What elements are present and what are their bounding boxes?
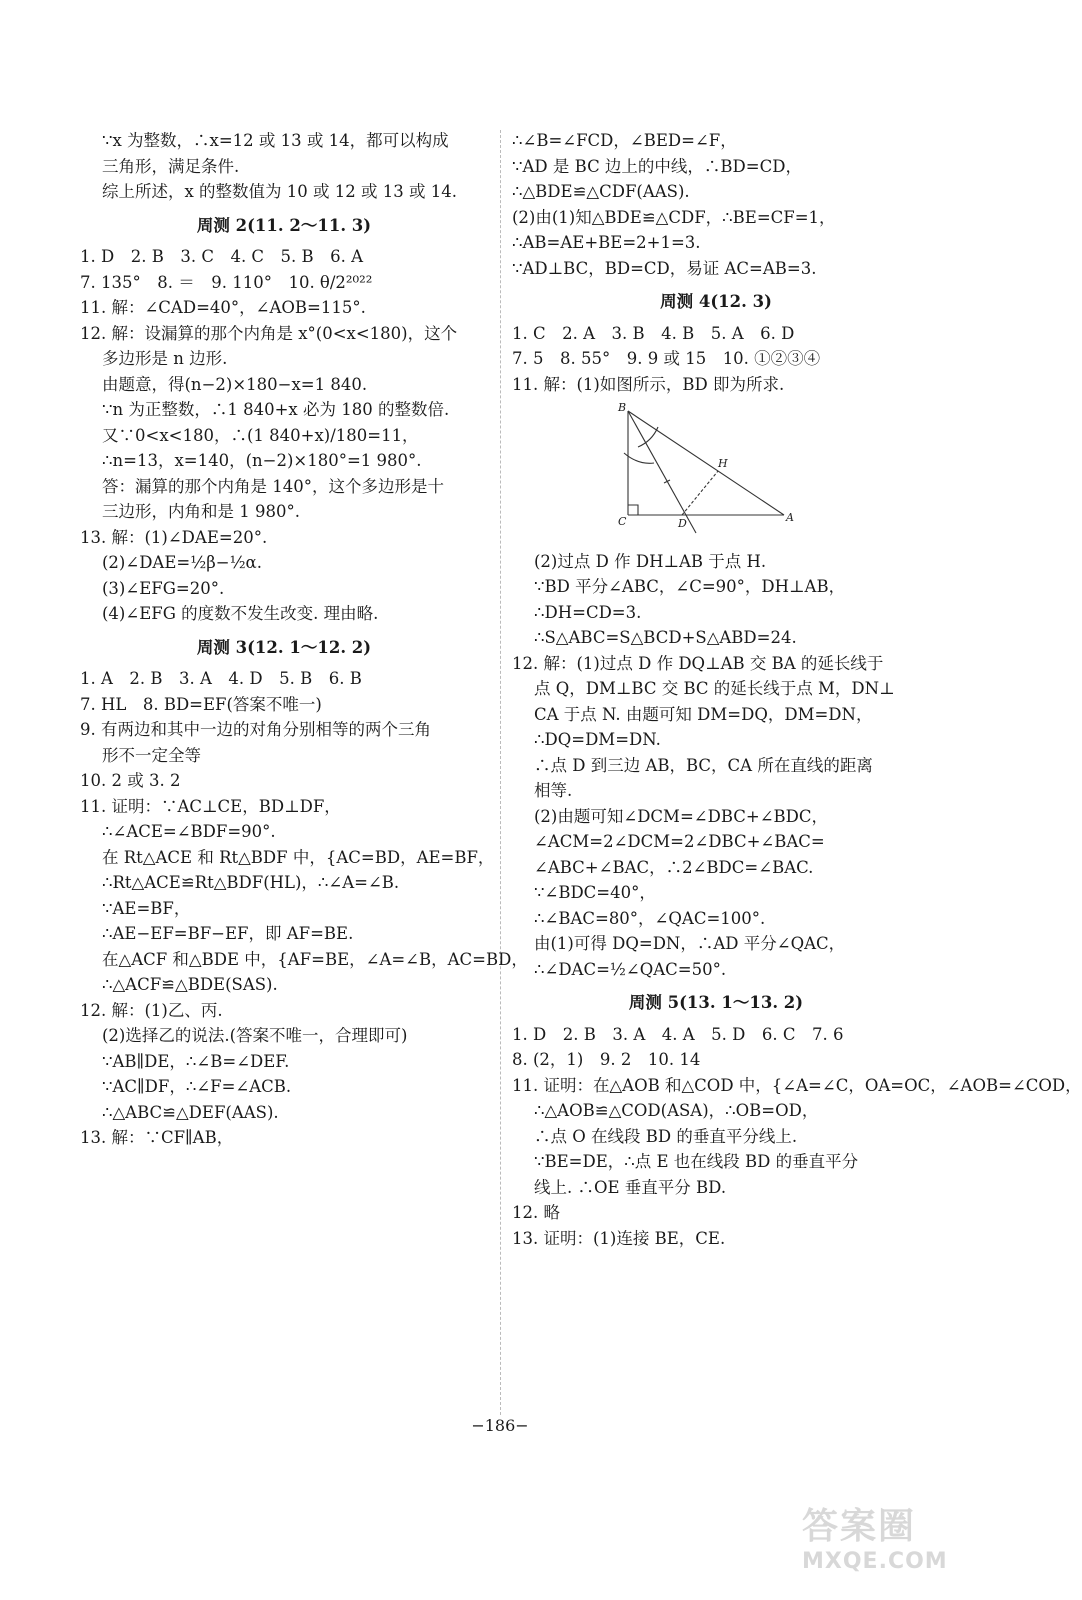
text-line: 三边形，内角和是 1 980°.: [102, 502, 300, 521]
text-line: 1. D 2. B 3. A 4. A 5. D 6. C 7. 6: [512, 1024, 844, 1044]
page-number: −186−: [471, 1416, 529, 1435]
text-line: 11. 证明：在△AOB 和△COD 中，{∠A=∠C，OA=OC，∠AOB=∠COD，: [512, 1075, 1082, 1095]
text-line: ∵AD 是 BC 边上的中线，∴BD=CD，: [512, 156, 802, 176]
text-line: ∴∠B=∠FCD，∠BED=∠F，: [512, 131, 737, 150]
geometry-figure: [618, 403, 798, 533]
text-line: ∴△AOB≌△COD(ASA)，∴OB=OD，: [534, 1101, 819, 1120]
text-line: ∴AB=AE+BE=2+1=3.: [512, 233, 701, 252]
text-line: 8. (2，1) 9. 2 10. 14: [512, 1050, 701, 1069]
text-line: ∠ACM=2∠DCM=2∠DBC+∠BAC=: [534, 832, 825, 851]
text-line: 相等.: [534, 781, 573, 800]
text-line: 12. 略: [512, 1203, 560, 1222]
text-line: 又∵0<x<180，∴(1 840+x)/180=11，: [102, 425, 419, 445]
text-line: ∵BD 平分∠ABC，∠C=90°，DH⊥AB，: [534, 577, 846, 596]
text-line: (3)∠EFG=20°.: [102, 578, 225, 598]
text-line: 在 Rt△ACE 和 Rt△BDF 中，{AC=BD，AE=BF，: [102, 847, 495, 867]
label-c: C: [618, 515, 627, 528]
text-line: 点 Q，DM⊥BC 交 BC 的延长线于点 M，DN⊥: [534, 679, 895, 698]
right-column: [512, 128, 1082, 1251]
text-line: 7. 5 8. 55° 9. 9 或 15 10. ①②③④: [512, 349, 821, 368]
text-line: 13. 解：(1)∠DAE=20°.: [80, 527, 268, 547]
text-line: ∵n 为正整数，∴1 840+x 必为 180 的整数倍.: [102, 400, 450, 419]
text-line: 综上所述，x 的整数值为 10 或 12 或 13 或 14.: [102, 182, 457, 201]
watermark-text: 答案圈: [802, 1506, 917, 1547]
text-line: 由题意，得(n−2)×180−x=1 840.: [102, 374, 368, 394]
text-line: 在△ACF 和△BDE 中，{AF=BE，∠A=∠B，AC=BD，: [102, 949, 528, 969]
text-line: (2)∠DAE=½β−½α.: [102, 553, 262, 572]
text-line: ∴Rt△ACE≌Rt△BDF(HL)，∴∠A=∠B.: [102, 873, 400, 892]
section-heading: 周测 3(12. 1～12. 2): [196, 637, 372, 657]
label-h: H: [718, 457, 728, 470]
text-line: ∵AE=BF，: [102, 898, 191, 918]
text-line: ∴∠BAC=80°，∠QAC=100°.: [534, 908, 766, 928]
text-line: 7. HL 8. BD=EF(答案不唯一): [80, 694, 322, 714]
text-line: 12. 解：(1)乙、丙.: [80, 1000, 223, 1020]
text-line: 线上. ∴OE 垂直平分 BD.: [534, 1177, 727, 1197]
section-heading: 周测 5(13. 1～13. 2): [628, 993, 804, 1012]
text-line: ∴S△ABC=S△BCD+S△ABD=24.: [534, 628, 797, 647]
text-line: 三角形，满足条件.: [102, 156, 240, 176]
text-line: ∵AD⊥BC，BD=CD，易证 AC=AB=3.: [512, 258, 817, 278]
text-line: ∠ABC+∠BAC，∴2∠BDC=∠BAC.: [534, 857, 814, 877]
text-line: 12. 解：(1)过点 D 作 DQ⊥AB 交 BA 的延长线于: [512, 653, 884, 673]
watermark-url: MXQE.COM: [802, 1549, 948, 1574]
text-line: (2)由题可知∠DCM=∠DBC+∠BDC，: [534, 806, 829, 826]
text-line: ∵AB∥DE，∴∠B=∠DEF.: [102, 1051, 290, 1071]
text-line: ∴△BDE≌△CDF(AAS).: [512, 182, 690, 201]
text-line: (2)由(1)知△BDE≌△CDF，∴BE=CF=1，: [512, 207, 836, 227]
label-d: D: [678, 517, 687, 530]
text-line: 11. 证明：∵AC⊥CE，BD⊥DF，: [80, 796, 341, 816]
text-line: 答：漏算的那个内角是 140°，这个多边形是十: [102, 476, 444, 496]
text-line: 11. 解：(1)如图所示，BD 即为所求.: [512, 374, 785, 394]
text-line: 多边形是 n 边形.: [102, 349, 228, 368]
text-line: 9. 有两边和其中一边的对角分别相等的两个三角: [80, 720, 431, 739]
section-heading: 周测 4(12. 3): [660, 292, 772, 311]
text-line: ∴DQ=DM=DN.: [534, 730, 661, 749]
watermark-logo: [802, 1498, 972, 1582]
text-line: ∵x 为整数，∴x=12 或 13 或 14，都可以构成: [102, 131, 449, 150]
text-line: 10. 2 或 3. 2: [80, 771, 181, 790]
text-line: ∴DH=CD=3.: [534, 602, 642, 622]
text-line: (2)过点 D 作 DH⊥AB 于点 H.: [534, 551, 767, 571]
text-line: ∵∠BDC=40°，: [534, 883, 656, 902]
text-line: 7. 135° 8. ＝ 9. 110° 10. θ/2²⁰²²: [80, 272, 373, 292]
label-a: A: [786, 511, 794, 524]
left-column: [80, 128, 528, 1151]
text-line: ∴∠DAC=½∠QAC=50°.: [534, 959, 727, 979]
text-line: ∴AE−EF=BF−EF，即 AF=BE.: [102, 924, 354, 943]
text-line: 1. A 2. B 3. A 4. D 5. B 6. B: [80, 669, 362, 688]
text-line: ∴n=13，x=140，(n−2)×180°=1 980°.: [102, 451, 422, 470]
text-line: ∴点 O 在线段 BD 的垂直平分线上.: [534, 1126, 798, 1146]
label-b: B: [618, 401, 627, 414]
text-line: ∴点 D 到三边 AB，BC，CA 所在直线的距离: [534, 755, 873, 775]
text-line: 13. 解：∵CF∥AB，: [80, 1128, 234, 1147]
text-line: 由(1)可得 DQ=DN，∴AD 平分∠QAC，: [534, 934, 846, 953]
column-divider: [500, 130, 501, 1415]
text-line: CA 于点 N. 由题可知 DM=DQ，DM=DN，: [534, 704, 873, 724]
text-line: ∴∠ACE=∠BDF=90°.: [102, 822, 276, 841]
text-line: 形不一定全等: [102, 745, 201, 765]
text-line: 12. 解：设漏算的那个内角是 x°(0<x<180)，这个: [80, 323, 458, 343]
section-heading: 周测 2(11. 2～11. 3): [196, 215, 372, 235]
text-line: ∵BE=DE，∴点 E 也在线段 BD 的垂直平分: [534, 1152, 859, 1171]
text-line: ∴△ACF≌△BDE(SAS).: [102, 975, 278, 994]
text-line: 1. C 2. A 3. B 4. B 5. A 6. D: [512, 323, 795, 343]
text-line: 13. 证明：(1)连接 BE，CE.: [512, 1228, 726, 1248]
text-line: ∵AC∥DF，∴∠F=∠ACB.: [102, 1077, 292, 1096]
text-line: 11. 解：∠CAD=40°，∠AOB=115°.: [80, 298, 366, 317]
text-line: (2)选择乙的说法.(答案不唯一，合理即可): [102, 1026, 408, 1045]
text-line: ∴△ABC≌△DEF(AAS).: [102, 1102, 279, 1122]
text-line: (4)∠EFG 的度数不发生改变. 理由略.: [102, 604, 379, 623]
text-line: 1. D 2. B 3. C 4. C 5. B 6. A: [80, 247, 364, 266]
